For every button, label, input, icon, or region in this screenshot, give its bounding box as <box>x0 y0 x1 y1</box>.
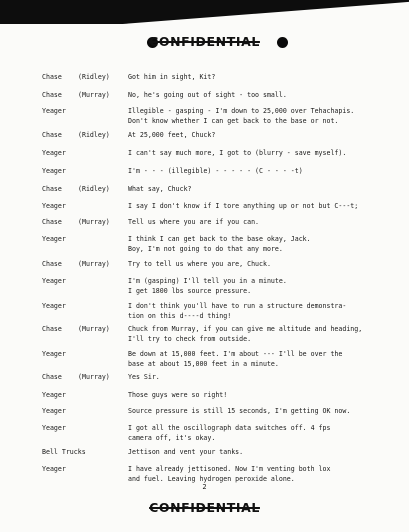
speaker-label: Chase <box>42 325 62 333</box>
transcript-text <box>128 324 362 344</box>
speaker-name: (Ridley) <box>78 73 110 81</box>
transcript-line: I'm - - - (illegible) - - - - - (C - - - -t) <box>128 167 303 175</box>
transcript-line: Boy, I'm not going to do that any more. <box>128 245 283 253</box>
speaker-label: Chase <box>42 185 62 193</box>
transcript-text <box>128 464 330 484</box>
transcript-line: I don't think you'll have to run a structure demonstra- <box>128 302 347 310</box>
transcript-line: I think I can get back to the base okay, Jack. <box>128 235 311 243</box>
speaker-label: Chase <box>42 131 62 139</box>
speaker-name: (Ridley) <box>78 131 110 139</box>
speaker-label: Chase <box>42 218 62 226</box>
transcript-text <box>128 106 354 126</box>
transcript-line: Chuck from Murray, if you can give me altitude and heading, <box>128 325 363 333</box>
speaker-label: Yeager <box>42 407 66 415</box>
transcript-line: camera off, it's okay. <box>128 434 216 442</box>
transcript-line: tion on this d----d thing! <box>128 312 232 320</box>
transcript-line: Be down at 15,000 feet. I'm about --- I'll be over the <box>128 350 343 358</box>
transcript-text <box>128 234 311 254</box>
transcript-line: I can't say much more, I got to (blurry - save myself). <box>128 149 347 157</box>
speaker-label: Yeager <box>42 202 66 210</box>
transcript-text <box>128 372 160 382</box>
transcript-line: I'll try to check from outside. <box>128 335 252 343</box>
classification-bottom-text: CONFIDENTIAL <box>149 500 260 515</box>
transcript-line: I say I don't know if I tore anything up or not but C---t; <box>128 202 359 210</box>
transcript-text <box>128 72 215 82</box>
speaker-label: Yeager <box>42 167 66 175</box>
transcript-text <box>128 447 243 457</box>
speaker-label: Yeager <box>42 391 66 399</box>
speaker-name: (Ridley) <box>78 185 110 193</box>
transcript-text <box>128 184 192 194</box>
speaker-label: Chase <box>42 73 62 81</box>
transcript-line: Try to tell us where you are, Chuck. <box>128 260 271 268</box>
speaker-label: Chase <box>42 373 62 381</box>
speaker-name: (Murray) <box>78 91 110 99</box>
speaker-label: Yeager <box>42 350 66 358</box>
speaker-label: Chase <box>42 91 62 99</box>
speaker-label: Yeager <box>42 302 66 310</box>
transcript-text <box>128 276 287 296</box>
transcript-text <box>128 90 287 100</box>
transcript-line: I'm (gasping) I'll tell you in a minute. <box>128 277 287 285</box>
transcript-line: Jettison and vent your tanks. <box>128 448 244 456</box>
speaker-label: Bell Trucks <box>42 448 86 456</box>
transcript-line: Don't know whether I can get back to the base or not. <box>128 117 339 125</box>
transcript-line: At 25,000 feet, Chuck? <box>128 131 216 139</box>
transcript-line: Those guys were so right! <box>128 391 228 399</box>
transcript-line: Tell us where you are if you can. <box>128 218 260 226</box>
speaker-name: (Murray) <box>78 218 110 226</box>
transcript-text <box>128 148 346 158</box>
speaker-name: (Murray) <box>78 325 110 333</box>
transcript-line: I get 1800 lbs source pressure. <box>128 287 252 295</box>
transcript-line: Yes Sir. <box>128 373 160 381</box>
speaker-label: Yeager <box>42 149 66 157</box>
transcript-line: Got him in sight, Kit? <box>128 73 216 81</box>
transcript-text <box>128 166 303 176</box>
transcript-text <box>128 201 358 211</box>
transcript-line: base at about 15,000 feet in a minute. <box>128 360 279 368</box>
transcript-text <box>128 130 215 140</box>
speaker-label: Yeager <box>42 235 66 243</box>
transcript-text <box>128 217 259 227</box>
transcript-text <box>128 406 350 416</box>
transcript-text <box>128 349 342 369</box>
transcript-text <box>128 259 271 269</box>
transcript-line: Source pressure is still 15 seconds, I'm getting OK now. <box>128 407 351 415</box>
transcript-line: Illegible - gasping - I'm down to 25,000 over Tehachapis. <box>128 107 355 115</box>
transcript-line: What say, Chuck? <box>128 185 192 193</box>
speaker-label: Yeager <box>42 465 66 473</box>
page-number: 2 <box>202 483 207 491</box>
transcript-line: I have already jettisoned. Now I'm venting both lox <box>128 465 331 473</box>
classification-top-text: CONFIDENTIAL <box>149 34 260 49</box>
transcript-text <box>128 301 346 321</box>
speaker-name: (Murray) <box>78 373 110 381</box>
speaker-label: Yeager <box>42 277 66 285</box>
classification-bottom <box>0 500 409 515</box>
transcript-line: and fuel. Leaving hydrogen peroxide alone. <box>128 475 295 483</box>
speaker-name: (Murray) <box>78 260 110 268</box>
transcript-text <box>128 423 330 443</box>
speaker-label: Chase <box>42 260 62 268</box>
transcript-line: I got all the oscillograph data switches off. 4 fps <box>128 424 331 432</box>
speaker-label: Yeager <box>42 424 66 432</box>
transcript-text <box>128 390 227 400</box>
speaker-label: Yeager <box>42 107 66 115</box>
transcript-line: No, he's going out of sight - too small. <box>128 91 287 99</box>
